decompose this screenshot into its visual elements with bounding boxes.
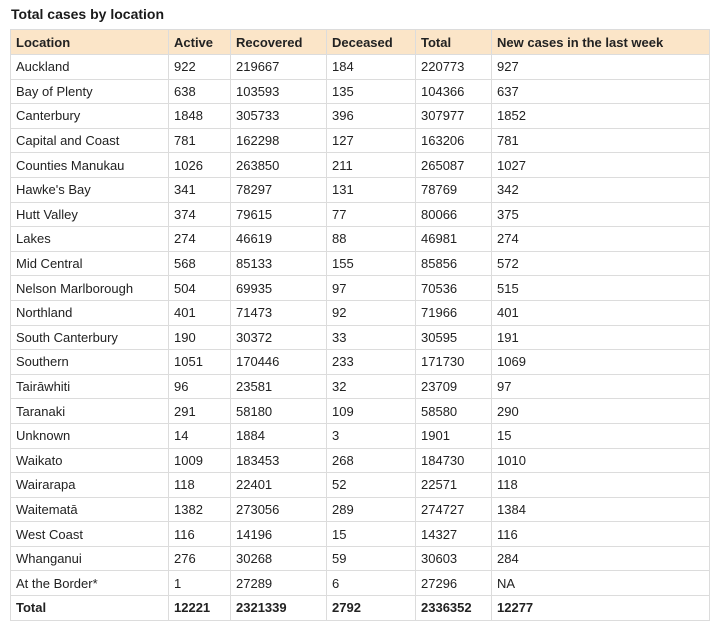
cell-active: 401 bbox=[169, 300, 231, 325]
cell-recovered: 71473 bbox=[231, 300, 327, 325]
table-row bbox=[11, 448, 710, 473]
cell-new-cases: 290 bbox=[492, 399, 710, 424]
table-body bbox=[11, 55, 710, 621]
cell-total: 307977 bbox=[416, 104, 492, 129]
total-row bbox=[11, 596, 710, 621]
cell-new-cases: 116 bbox=[492, 522, 710, 547]
cell-deceased: 268 bbox=[327, 448, 416, 473]
cell-location: Waikato bbox=[11, 448, 169, 473]
cell-new-cases: 97 bbox=[492, 374, 710, 399]
cell-new-cases: 342 bbox=[492, 177, 710, 202]
cell-active: 291 bbox=[169, 399, 231, 424]
cell-new-cases: 1027 bbox=[492, 153, 710, 178]
cell-total: 78769 bbox=[416, 177, 492, 202]
cell-location: Hutt Valley bbox=[11, 202, 169, 227]
table-row bbox=[11, 128, 710, 153]
cell-deceased: 6 bbox=[327, 571, 416, 596]
total-cell-location: Total bbox=[11, 596, 169, 621]
cell-location: Whanganui bbox=[11, 546, 169, 571]
cell-active: 1848 bbox=[169, 104, 231, 129]
cell-recovered: 263850 bbox=[231, 153, 327, 178]
cell-active: 341 bbox=[169, 177, 231, 202]
cell-active: 118 bbox=[169, 473, 231, 498]
cell-location: At the Border* bbox=[11, 571, 169, 596]
column-header-deceased: Deceased bbox=[327, 30, 416, 55]
cell-active: 781 bbox=[169, 128, 231, 153]
cell-total: 220773 bbox=[416, 55, 492, 80]
cell-recovered: 27289 bbox=[231, 571, 327, 596]
cell-deceased: 52 bbox=[327, 473, 416, 498]
cell-location: Nelson Marlborough bbox=[11, 276, 169, 301]
cell-new-cases: 191 bbox=[492, 325, 710, 350]
cell-total: 1901 bbox=[416, 423, 492, 448]
cell-deceased: 211 bbox=[327, 153, 416, 178]
cell-deceased: 184 bbox=[327, 55, 416, 80]
cell-location: Taranaki bbox=[11, 399, 169, 424]
cell-deceased: 289 bbox=[327, 497, 416, 522]
cell-recovered: 183453 bbox=[231, 448, 327, 473]
cell-new-cases: 15 bbox=[492, 423, 710, 448]
cell-total: 104366 bbox=[416, 79, 492, 104]
cell-active: 568 bbox=[169, 251, 231, 276]
cell-location: South Canterbury bbox=[11, 325, 169, 350]
cell-recovered: 22401 bbox=[231, 473, 327, 498]
cell-recovered: 78297 bbox=[231, 177, 327, 202]
table-row bbox=[11, 104, 710, 129]
table-row bbox=[11, 571, 710, 596]
cell-recovered: 1884 bbox=[231, 423, 327, 448]
cell-recovered: 46619 bbox=[231, 227, 327, 252]
table-row bbox=[11, 202, 710, 227]
table-row bbox=[11, 177, 710, 202]
table-row bbox=[11, 276, 710, 301]
cell-deceased: 233 bbox=[327, 350, 416, 375]
cell-recovered: 58180 bbox=[231, 399, 327, 424]
cell-deceased: 155 bbox=[327, 251, 416, 276]
table-row bbox=[11, 350, 710, 375]
table-row bbox=[11, 473, 710, 498]
cell-new-cases: 1384 bbox=[492, 497, 710, 522]
table-row bbox=[11, 423, 710, 448]
cell-deceased: 3 bbox=[327, 423, 416, 448]
cell-location: Lakes bbox=[11, 227, 169, 252]
table-row bbox=[11, 227, 710, 252]
cell-recovered: 79615 bbox=[231, 202, 327, 227]
cell-total: 22571 bbox=[416, 473, 492, 498]
cell-recovered: 170446 bbox=[231, 350, 327, 375]
table-row bbox=[11, 300, 710, 325]
cell-location: Unknown bbox=[11, 423, 169, 448]
cell-recovered: 30372 bbox=[231, 325, 327, 350]
cell-deceased: 15 bbox=[327, 522, 416, 547]
cell-deceased: 135 bbox=[327, 79, 416, 104]
cell-active: 276 bbox=[169, 546, 231, 571]
cell-new-cases: 375 bbox=[492, 202, 710, 227]
table-row bbox=[11, 497, 710, 522]
cell-location: Bay of Plenty bbox=[11, 79, 169, 104]
cell-new-cases: 637 bbox=[492, 79, 710, 104]
table-row bbox=[11, 399, 710, 424]
cell-recovered: 30268 bbox=[231, 546, 327, 571]
table-row bbox=[11, 251, 710, 276]
cell-total: 70536 bbox=[416, 276, 492, 301]
cell-deceased: 109 bbox=[327, 399, 416, 424]
cell-location: Southern bbox=[11, 350, 169, 375]
cell-deceased: 59 bbox=[327, 546, 416, 571]
cell-active: 190 bbox=[169, 325, 231, 350]
cases-by-location-table bbox=[10, 29, 710, 621]
cell-new-cases: 1010 bbox=[492, 448, 710, 473]
cell-deceased: 92 bbox=[327, 300, 416, 325]
cell-new-cases: 927 bbox=[492, 55, 710, 80]
column-header-recovered: Recovered bbox=[231, 30, 327, 55]
total-cell-deceased: 2792 bbox=[327, 596, 416, 621]
cell-location: Wairarapa bbox=[11, 473, 169, 498]
cell-active: 1009 bbox=[169, 448, 231, 473]
cell-total: 46981 bbox=[416, 227, 492, 252]
cell-recovered: 273056 bbox=[231, 497, 327, 522]
cell-location: Auckland bbox=[11, 55, 169, 80]
cell-total: 184730 bbox=[416, 448, 492, 473]
cell-active: 274 bbox=[169, 227, 231, 252]
cell-deceased: 131 bbox=[327, 177, 416, 202]
cell-location: Hawke's Bay bbox=[11, 177, 169, 202]
cell-total: 23709 bbox=[416, 374, 492, 399]
cell-active: 1 bbox=[169, 571, 231, 596]
cell-deceased: 32 bbox=[327, 374, 416, 399]
total-cell-recovered: 2321339 bbox=[231, 596, 327, 621]
cell-active: 1051 bbox=[169, 350, 231, 375]
cell-active: 922 bbox=[169, 55, 231, 80]
column-header-active: Active bbox=[169, 30, 231, 55]
cell-location: Counties Manukau bbox=[11, 153, 169, 178]
cell-recovered: 85133 bbox=[231, 251, 327, 276]
cell-deceased: 77 bbox=[327, 202, 416, 227]
cell-location: West Coast bbox=[11, 522, 169, 547]
cell-new-cases: 1069 bbox=[492, 350, 710, 375]
cell-total: 27296 bbox=[416, 571, 492, 596]
cell-total: 80066 bbox=[416, 202, 492, 227]
cell-active: 14 bbox=[169, 423, 231, 448]
cell-recovered: 14196 bbox=[231, 522, 327, 547]
cell-active: 116 bbox=[169, 522, 231, 547]
cell-location: Waitematā bbox=[11, 497, 169, 522]
column-header-total: Total bbox=[416, 30, 492, 55]
table-row bbox=[11, 325, 710, 350]
cell-deceased: 88 bbox=[327, 227, 416, 252]
cell-deceased: 33 bbox=[327, 325, 416, 350]
cell-active: 638 bbox=[169, 79, 231, 104]
total-cell-active: 12221 bbox=[169, 596, 231, 621]
cell-new-cases: 284 bbox=[492, 546, 710, 571]
table-caption: Total cases by location bbox=[11, 6, 165, 22]
table-row bbox=[11, 153, 710, 178]
table-row bbox=[11, 374, 710, 399]
cell-recovered: 23581 bbox=[231, 374, 327, 399]
cell-total: 58580 bbox=[416, 399, 492, 424]
total-cell-total: 2336352 bbox=[416, 596, 492, 621]
cell-active: 374 bbox=[169, 202, 231, 227]
cell-total: 274727 bbox=[416, 497, 492, 522]
cell-total: 171730 bbox=[416, 350, 492, 375]
cell-total: 265087 bbox=[416, 153, 492, 178]
cell-location: Northland bbox=[11, 300, 169, 325]
table-row bbox=[11, 546, 710, 571]
cell-new-cases: 401 bbox=[492, 300, 710, 325]
cell-recovered: 162298 bbox=[231, 128, 327, 153]
cell-total: 163206 bbox=[416, 128, 492, 153]
cell-deceased: 97 bbox=[327, 276, 416, 301]
cell-active: 1382 bbox=[169, 497, 231, 522]
cell-deceased: 127 bbox=[327, 128, 416, 153]
cell-recovered: 219667 bbox=[231, 55, 327, 80]
cell-location: Capital and Coast bbox=[11, 128, 169, 153]
cell-location: Tairāwhiti bbox=[11, 374, 169, 399]
table-row bbox=[11, 522, 710, 547]
cell-recovered: 69935 bbox=[231, 276, 327, 301]
table-row bbox=[11, 55, 710, 80]
cell-new-cases: 274 bbox=[492, 227, 710, 252]
cell-total: 30603 bbox=[416, 546, 492, 571]
cell-total: 85856 bbox=[416, 251, 492, 276]
cell-location: Canterbury bbox=[11, 104, 169, 129]
header-row bbox=[11, 30, 710, 55]
cell-deceased: 396 bbox=[327, 104, 416, 129]
cell-new-cases: 781 bbox=[492, 128, 710, 153]
column-header-new-cases: New cases in the last week bbox=[492, 30, 710, 55]
cell-new-cases: 572 bbox=[492, 251, 710, 276]
cell-new-cases: 118 bbox=[492, 473, 710, 498]
cell-total: 71966 bbox=[416, 300, 492, 325]
cell-recovered: 103593 bbox=[231, 79, 327, 104]
cell-new-cases: 1852 bbox=[492, 104, 710, 129]
table-header bbox=[11, 30, 710, 55]
cell-new-cases: 515 bbox=[492, 276, 710, 301]
table-row bbox=[11, 79, 710, 104]
cell-total: 14327 bbox=[416, 522, 492, 547]
column-header-location: Location bbox=[11, 30, 169, 55]
cell-new-cases: NA bbox=[492, 571, 710, 596]
cell-active: 1026 bbox=[169, 153, 231, 178]
cell-recovered: 305733 bbox=[231, 104, 327, 129]
cell-location: Mid Central bbox=[11, 251, 169, 276]
total-cell-new-cases: 12277 bbox=[492, 596, 710, 621]
cell-active: 504 bbox=[169, 276, 231, 301]
cell-total: 30595 bbox=[416, 325, 492, 350]
cell-active: 96 bbox=[169, 374, 231, 399]
